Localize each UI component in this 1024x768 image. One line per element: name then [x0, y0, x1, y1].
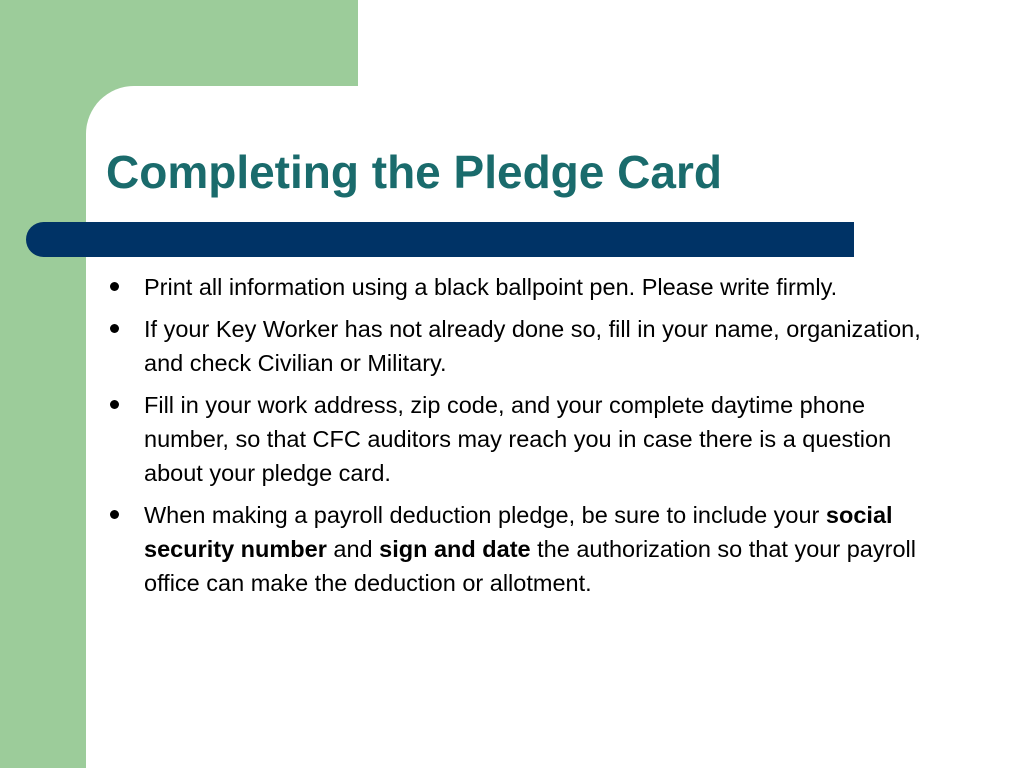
bullet-item	[108, 388, 948, 490]
bullet-item	[108, 498, 948, 600]
bullet-text: Print all information using a black ballpoint pen. Please write firmly.	[144, 274, 838, 300]
bullet-dot-icon	[110, 510, 119, 519]
bullet-text-part: the authorization so that your payroll office can make the deduction or allotment.	[144, 536, 916, 596]
bullet-dot-icon	[110, 324, 119, 333]
bullet-text: If your Key Worker has not already done so, fill in your name, organization, and check Civilian or Military.	[144, 316, 921, 376]
emphasis-social-security-number: social security number	[144, 502, 893, 562]
bullet-dot-icon	[110, 282, 119, 291]
emphasis-sign-and-date: sign and date	[379, 536, 531, 562]
bullet-list	[108, 270, 948, 608]
slide-title: Completing the Pledge Card	[106, 146, 722, 198]
title-underline-bar	[26, 222, 854, 257]
bullet-text: Fill in your work address, zip code, and your complete daytime phone number, so that CFC auditors may reach you in case there is a question about your pledge card.	[144, 392, 892, 486]
bullet-text-part: and	[326, 536, 380, 562]
bullet-item	[108, 312, 948, 380]
bullet-text-part: When making a payroll deduction pledge, be sure to include your	[144, 502, 826, 528]
bullet-dot-icon	[110, 400, 119, 409]
bullet-item	[108, 270, 948, 304]
